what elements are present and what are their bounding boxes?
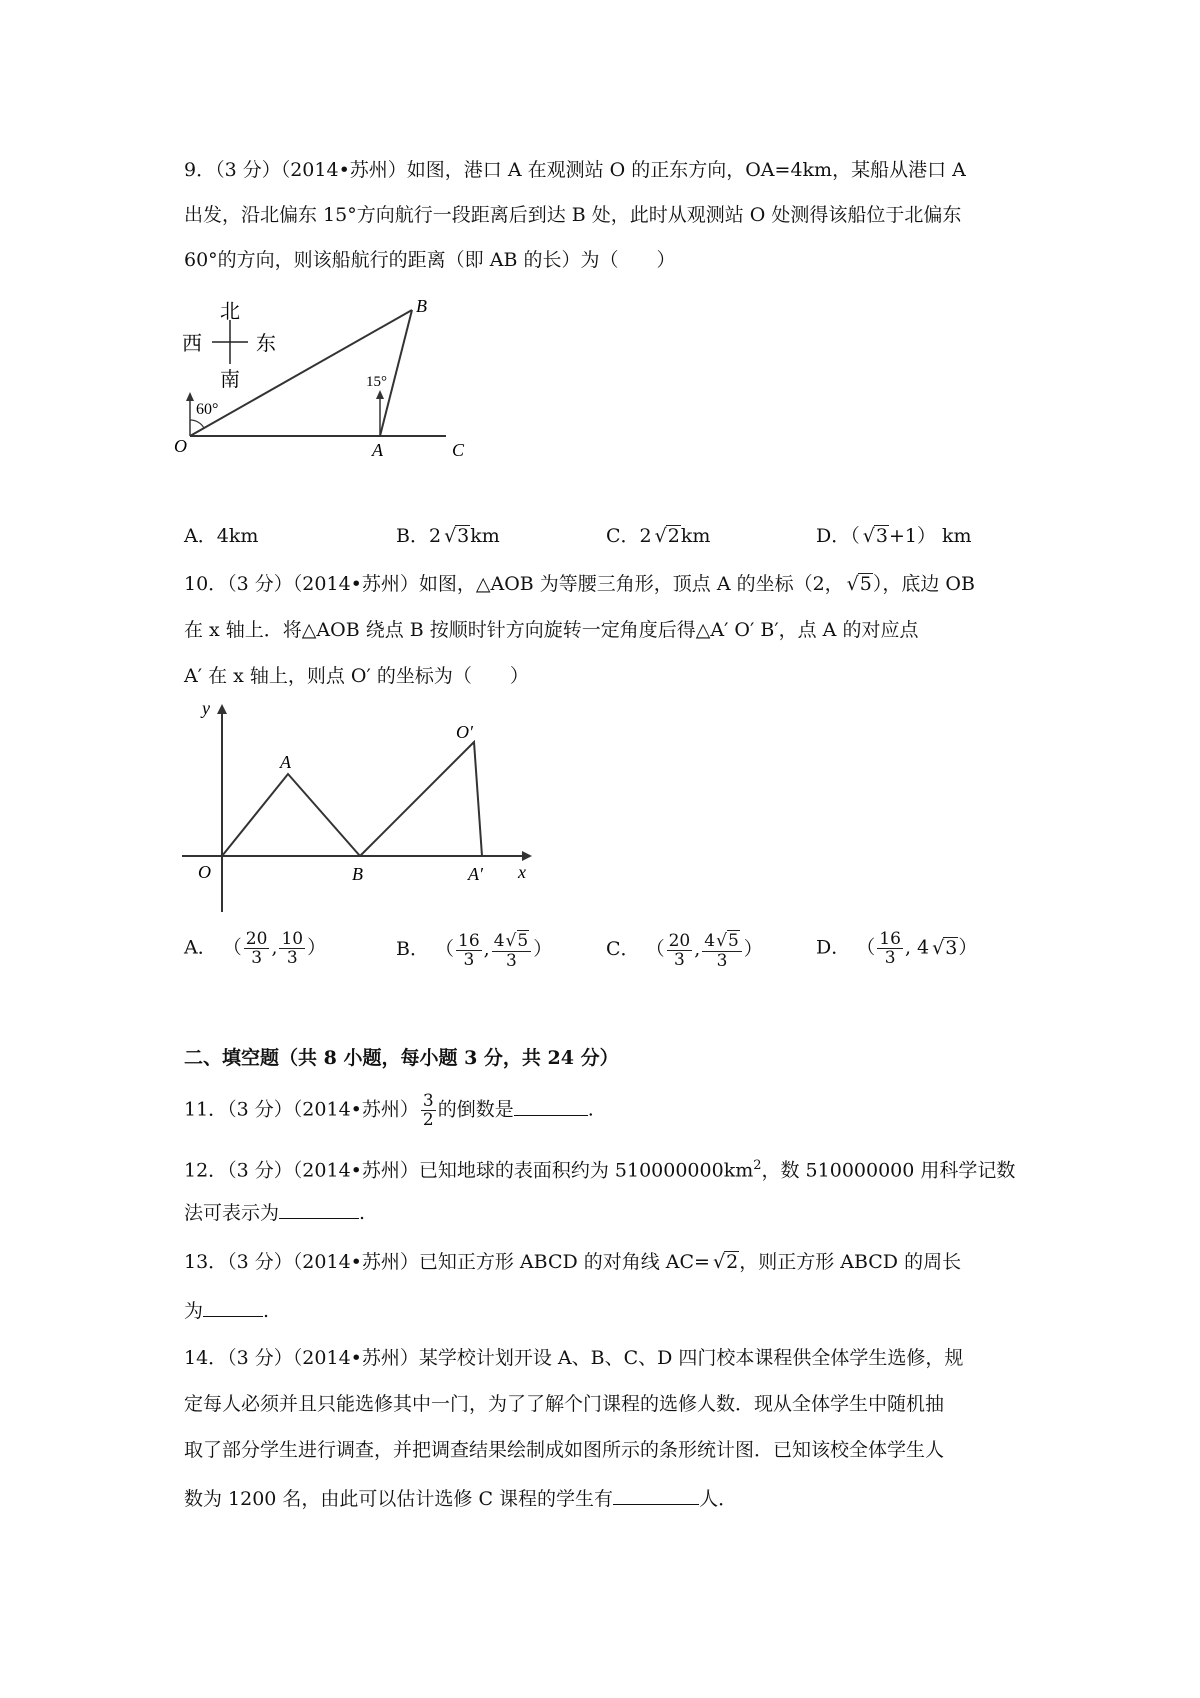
q14-line-2: 定每人必须并且只能选修其中一门，为了了解个门课程的选修人数．现从全体学生中随机抽 <box>184 1393 945 1415</box>
q13-line-1: 13．（3 分）（2014•苏州）已知正方形 ABCD 的对角线 AC=√ 2，则正方形 ABCD 的周长 <box>184 1250 961 1274</box>
q10-option-b: B． （ $\frac{16}{3}$ , $\frac{4√ 5}{3}$ ） <box>396 930 552 970</box>
q9-option-a: A．4km <box>184 525 259 547</box>
angle-o-label: 60° <box>196 401 219 418</box>
point-o-label: O <box>198 862 211 882</box>
q11-line: 11．（3 分）（2014•苏州） $\frac{3}{2}$ 的倒数是 . <box>184 1091 594 1130</box>
q14-line-1: 14．（3 分）（2014•苏州）某学校计划开设 A、B、C、D 四门校本课程供全体学生选修，规 <box>184 1347 964 1369</box>
point-o-prime-label: O′ <box>456 722 473 742</box>
q14-line-4: 数为 1200 名，由此可以估计选修 C 课程的学生有 人． <box>184 1488 738 1510</box>
q9-option-d: D．（√ 3+1） km <box>816 524 972 548</box>
q14-line-3: 取了部分学生进行调查，并把调查结果绘制成如图所示的条形统计图．已知该校全体学生人 <box>184 1439 945 1461</box>
point-b-label: B <box>352 864 363 884</box>
y-axis-label: y <box>202 698 210 718</box>
north-arrow-a-head <box>376 390 384 399</box>
section-2-heading: 二、填空题（共 8 小题，每小题 3 分，共 24 分） <box>184 1047 619 1069</box>
compass-east-label: 东 <box>256 333 276 355</box>
q12-line-1: 12．（3 分）（2014•苏州）已知地球的表面积约为 $510000000km^2$，数 510000000 用科学记数 <box>184 1158 1016 1182</box>
q12-line-2: 法可表示为 . <box>184 1202 366 1224</box>
triangle-aob <box>222 774 360 856</box>
point-b-label: B <box>416 296 427 316</box>
q12-answer-blank <box>279 1200 359 1219</box>
q13-line-2: 为 . <box>184 1300 270 1322</box>
angle-a-label: 15° <box>366 374 387 390</box>
point-a-label: A <box>372 440 383 460</box>
north-arrow-o-head <box>186 392 194 401</box>
q10-option-d: D． （ $\frac{16}{3}$ , 4√ 3） <box>816 930 977 967</box>
q9-option-b: B．2√ 3km <box>396 524 500 548</box>
q9-line-1: 9．（3 分）（2014•苏州）如图，港口 A 在观测站 O 的正东方向，OA=4km，某船从港口 A <box>184 159 966 181</box>
q14-answer-blank <box>613 1486 699 1505</box>
q11-answer-blank <box>514 1097 588 1116</box>
compass-north-label: 北 <box>220 301 240 323</box>
q10-option-c: C． （ $\frac{20}{3}$ , $\frac{4√ 5}{3}$ ） <box>606 930 763 970</box>
line-ab <box>380 310 412 436</box>
point-o-label: O <box>174 436 187 456</box>
angle-arc-o <box>190 420 204 428</box>
compass-west-label: 西 <box>182 333 202 355</box>
q13-answer-blank <box>203 1298 263 1317</box>
compass-south-label: 南 <box>220 369 240 391</box>
x-axis-arrow <box>522 851 532 861</box>
point-c-label: C <box>452 440 465 460</box>
q9-line-2: 出发，沿北偏东 15°方向航行一段距离后到达 B 处，此时从观测站 O 处测得该船位于北偏东 <box>184 204 962 226</box>
y-axis-arrow <box>217 704 227 714</box>
q10-line-1: 10．（3 分）（2014•苏州）如图，△AOB 为等腰三角形，顶点 A 的坐标（2，√ 5），底边 OB <box>184 572 975 596</box>
q10-line-2: 在 x 轴上．将△AOB 绕点 B 按顺时针方向旋转一定角度后得△A′ O′ B′，点 A 的对应点 <box>184 619 919 641</box>
q9-figure <box>174 296 496 490</box>
q10-figure <box>178 700 538 920</box>
q9-line-3: 60°的方向，则该船航行的距离（即 AB 的长）为（ ） <box>184 249 676 271</box>
triangle-a-prime-o-prime-b <box>360 742 482 856</box>
point-a-prime-label: A′ <box>468 864 483 884</box>
q9-option-c: C．2√ 2km <box>606 524 710 548</box>
point-a-label: A <box>280 752 291 772</box>
q10-line-3: A′ 在 x 轴上，则点 O′ 的坐标为（ ） <box>184 665 529 687</box>
x-axis-label: x <box>518 862 526 882</box>
q10-option-a: A． （ $\frac{20}{3}$ , $\frac{10}{3}$ ） <box>184 929 327 968</box>
